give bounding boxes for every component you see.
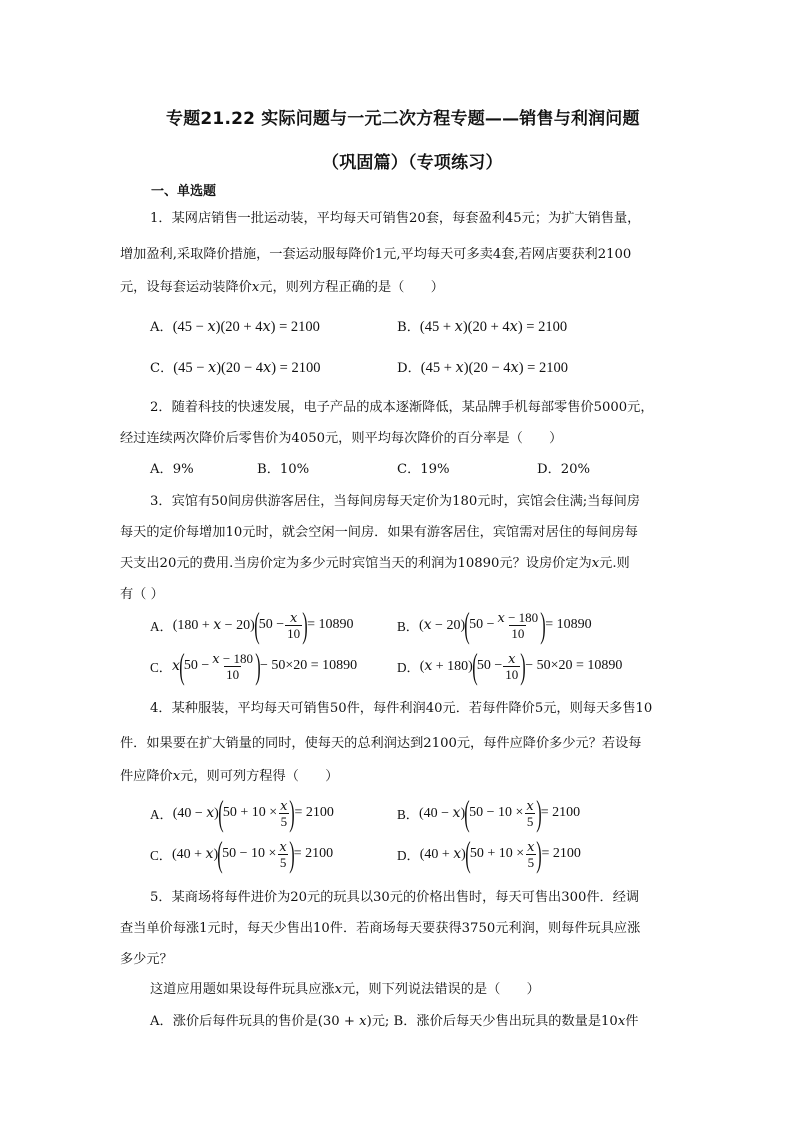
right-paren: ) bbox=[302, 605, 308, 645]
q1-line-3: 元，设每套运动装降价𝑥元，则列方程正确的是（ ） bbox=[120, 280, 444, 295]
q3-line-4: 有（ ） bbox=[120, 587, 164, 602]
q3-line-3: 天支出20元的费用.当房价定为多少元时宾馆当天的利润为10890元？设房价定为𝑥元.则 bbox=[120, 556, 630, 571]
q4-option-d bbox=[397, 836, 581, 872]
q3-option-c-factor: 𝑥 bbox=[171, 658, 180, 674]
fraction-numerator: 𝑥 bbox=[508, 650, 516, 666]
q5-line-1: 5．某商场将每件进价为20元的玩具以30元的价格出售时，每天可售出300件．经调 bbox=[150, 890, 640, 905]
q2-option-a: A．9% bbox=[150, 462, 194, 477]
q1-option-d-formula: (45 + 𝑥)(20 − 4𝑥) = 2100 bbox=[420, 360, 568, 376]
q4-line-1: 4．某种服装，平均每天可销售50件，每件利润40元．若每件降价5元，则每天多售10 bbox=[150, 701, 653, 716]
q3-option-d-inner: 50 − bbox=[476, 658, 503, 673]
q3-option-c bbox=[150, 648, 357, 684]
left-paren: ( bbox=[218, 793, 224, 833]
q5-line-2: 查当单价每涨1元时，每天少售出10件．若商场每天要获得3750元利润，则每件玩具应涨 bbox=[120, 921, 641, 936]
q3-option-c-inner: 50 − bbox=[183, 658, 210, 673]
q1-option-a-label: A． bbox=[150, 320, 173, 335]
left-paren: ( bbox=[179, 646, 185, 686]
title-line-1: 专题21.22 实际问题与一元二次方程专题——销售与利润问题 bbox=[166, 109, 640, 129]
q4-option-b-label: B． bbox=[397, 806, 419, 822]
q1-option-a bbox=[150, 316, 320, 336]
left-paren: ( bbox=[472, 646, 478, 686]
q4-option-a bbox=[150, 795, 334, 831]
q4-option-a-rhs: = 2100 bbox=[294, 805, 334, 820]
fraction-numerator: 𝑥 bbox=[289, 609, 298, 625]
q3-option-d-factor: (𝑥 + 180) bbox=[419, 658, 473, 674]
right-paren: ) bbox=[536, 793, 542, 833]
q3-option-a-label: A． bbox=[150, 618, 173, 634]
fraction-numerator: 𝑥 − 180 bbox=[212, 650, 253, 666]
q4-option-d-inner: 50 + 10 × bbox=[469, 846, 525, 861]
fraction-denominator: 5 bbox=[280, 813, 288, 829]
q4-option-a-label: A． bbox=[150, 806, 173, 822]
fraction-denominator: 10 bbox=[511, 625, 525, 641]
q3-option-b-label: B． bbox=[397, 618, 419, 634]
q4-option-c-rhs: = 2100 bbox=[293, 846, 334, 861]
fraction-numerator: 𝑥 bbox=[279, 838, 287, 854]
q2-line-2: 经过连续两次降价后零售价为4050元，则平均每次降价的百分率是（ ） bbox=[120, 431, 563, 446]
q3-option-a bbox=[150, 607, 354, 643]
right-paren: ) bbox=[289, 834, 295, 874]
q4-line-3: 件应降价𝑥元，则可列方程得（ ） bbox=[120, 769, 339, 784]
q1-line-1: 1．某网店销售一批运动装，平均每天可销售20套，每套盈利45元；为扩大销售量， bbox=[150, 211, 641, 226]
right-paren: ) bbox=[289, 793, 296, 833]
right-paren: ) bbox=[520, 646, 526, 686]
q4-option-c-inner: 50 − 10 × bbox=[222, 846, 277, 861]
q4-option-c-factor: (40 + 𝑥) bbox=[171, 846, 219, 862]
q3-option-b-fraction bbox=[496, 610, 541, 641]
q2-option-c: C．19% bbox=[397, 462, 450, 477]
right-paren: ) bbox=[536, 834, 543, 874]
q4-option-a-fraction bbox=[278, 798, 289, 829]
q3-option-b bbox=[397, 607, 592, 643]
q3-option-d-label: D． bbox=[397, 659, 420, 675]
fraction-numerator: 𝑥 bbox=[280, 797, 288, 813]
fraction-denominator: 10 bbox=[505, 666, 519, 682]
q3-option-a-fraction bbox=[285, 610, 302, 641]
q4-option-b-rhs: = 2100 bbox=[540, 805, 581, 820]
section-heading: 一、单选题 bbox=[151, 184, 217, 199]
fraction-denominator: 10 bbox=[226, 666, 240, 682]
q1-option-b-formula: (45 + 𝑥)(20 + 4𝑥) = 2100 bbox=[419, 319, 568, 335]
q3-option-c-fraction bbox=[210, 651, 255, 682]
q3-line-2: 每天的定价每增加10元时，就会空闲一间房．如果有游客居住，宾馆需对居住的每间房每 bbox=[120, 525, 638, 540]
q3-option-d bbox=[397, 648, 622, 684]
q1-option-b bbox=[397, 316, 567, 336]
q4-option-b-factor: (40 − 𝑥) bbox=[418, 805, 466, 821]
fraction-denominator: 10 bbox=[287, 625, 301, 641]
q4-option-d-label: D． bbox=[397, 847, 420, 863]
fraction-numerator: 𝑥 bbox=[526, 797, 534, 813]
q1-option-a-formula: (45 − 𝑥)(20 + 4𝑥) = 2100 bbox=[172, 319, 320, 335]
q1-option-b-label: B． bbox=[397, 320, 420, 335]
q1-option-d-label: D． bbox=[397, 361, 421, 376]
q2-option-b: B．10% bbox=[257, 462, 310, 477]
q3-option-c-rhs: − 50×20 = 10890 bbox=[259, 658, 358, 673]
q3-option-c-label: C． bbox=[150, 659, 172, 675]
q3-option-d-rhs: − 50×20 = 10890 bbox=[525, 658, 623, 673]
q5-line-5: A．涨价后每件玩具的售价是(30 + 𝑥)元; B．涨价后每天少售出玩具的数量是10𝑥件 bbox=[150, 1014, 639, 1029]
q4-option-c-fraction bbox=[277, 839, 288, 870]
q4-option-a-inner: 50 + 10 × bbox=[222, 805, 278, 820]
q3-option-b-factor: (𝑥 − 20) bbox=[418, 617, 466, 633]
fraction-numerator: 𝑥 − 180 bbox=[497, 609, 539, 625]
right-paren: ) bbox=[255, 646, 261, 686]
q3-option-a-factor: (180 + 𝑥 − 20) bbox=[172, 617, 255, 633]
q4-option-c-label: C． bbox=[150, 847, 172, 863]
q4-option-d-fraction bbox=[525, 839, 536, 870]
left-paren: ( bbox=[464, 793, 470, 833]
q3-option-b-inner: 50 − bbox=[469, 617, 495, 632]
q5-line-4: 这道应用题如果设每件玩具应涨𝑥元，则下列说法错误的是（ ） bbox=[150, 982, 540, 997]
q1-option-c bbox=[150, 357, 320, 377]
q4-option-b bbox=[397, 795, 580, 831]
q3-option-a-inner: 50 − bbox=[258, 617, 285, 632]
q1-option-c-formula: (45 − 𝑥)(20 − 4𝑥) = 2100 bbox=[173, 360, 321, 376]
fraction-numerator: 𝑥 bbox=[527, 838, 535, 854]
q4-option-a-factor: (40 − 𝑥) bbox=[172, 805, 219, 821]
left-paren: ( bbox=[464, 605, 470, 645]
fraction-denominator: 5 bbox=[527, 854, 535, 870]
q4-option-d-factor: (40 + 𝑥) bbox=[419, 846, 466, 862]
q4-option-b-inner: 50 − 10 × bbox=[469, 805, 524, 820]
q4-option-b-fraction bbox=[524, 798, 535, 829]
fraction-denominator: 5 bbox=[526, 813, 534, 829]
q4-line-2: 件．如果要在扩大销量的同时，使每天的总利润达到2100元，每件应降价多少元？若设每 bbox=[120, 736, 642, 751]
left-paren: ( bbox=[465, 834, 471, 874]
fraction-denominator: 5 bbox=[279, 854, 287, 870]
title-line-2: （巩固篇）（专项练习） bbox=[322, 153, 503, 173]
q1-option-d bbox=[397, 357, 568, 377]
q2-option-d: D．20% bbox=[537, 462, 591, 477]
left-paren: ( bbox=[217, 834, 223, 874]
q1-line-2: 增加盈利,采取降价措施，一套运动服每降价1元,平均每天可多卖4套,若网店要获利2100 bbox=[120, 247, 632, 262]
q2-line-1: 2．随着科技的快速发展，电子产品的成本逐渐降低，某品牌手机每部零售价5000元， bbox=[150, 400, 654, 415]
q3-option-a-rhs: = 10890 bbox=[307, 617, 354, 632]
left-paren: ( bbox=[254, 605, 260, 645]
q5-line-3: 多少元？ bbox=[120, 952, 173, 967]
q4-option-c bbox=[150, 836, 333, 872]
q4-option-d-rhs: = 2100 bbox=[541, 846, 581, 861]
q3-option-d-fraction bbox=[503, 651, 520, 682]
right-paren: ) bbox=[540, 605, 546, 645]
q3-option-b-rhs: = 10890 bbox=[545, 617, 592, 632]
q1-option-c-label: C． bbox=[150, 361, 174, 376]
q3-line-1: 3．宾馆有50间房供游客居住，当每间房每天定价为180元时，宾馆会住满;当每间房 bbox=[150, 494, 640, 509]
